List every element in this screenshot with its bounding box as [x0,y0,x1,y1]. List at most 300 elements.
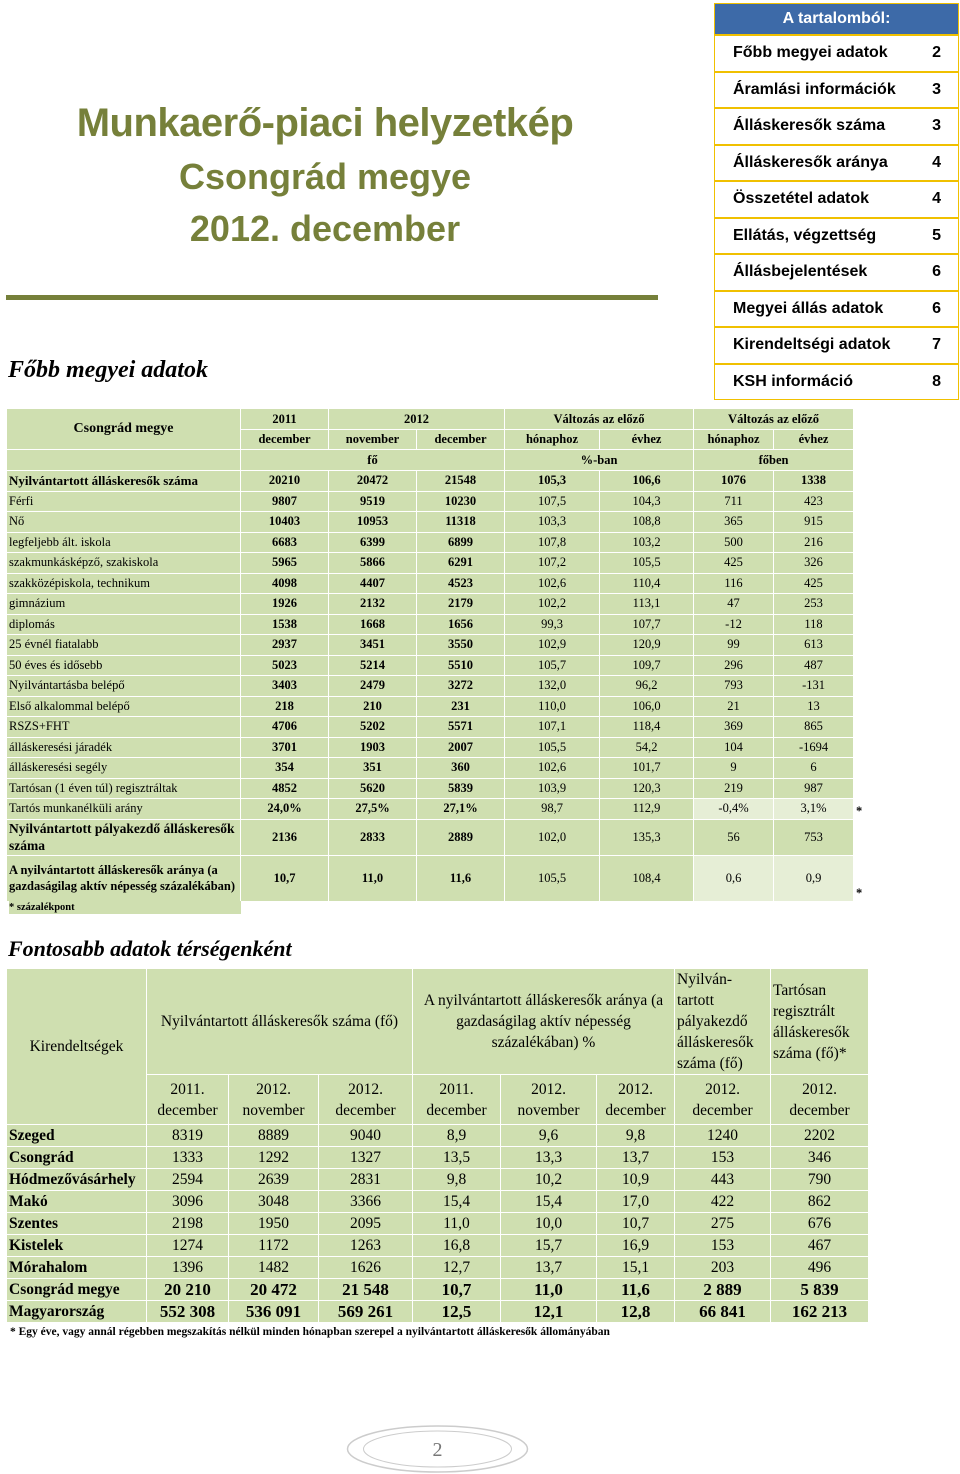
cell: 10,7 [241,855,329,901]
cell: 1538 [241,614,329,635]
row-label: Első alkalommal belépő [7,696,241,717]
column-header: 2012. november [229,1075,319,1125]
cell: 66 841 [675,1301,771,1323]
row-label: szakközépiskola, technikum [7,573,241,594]
cell: 2095 [319,1213,413,1235]
toc-item-label: KSH információ [733,372,854,390]
cell: 15,4 [501,1191,597,1213]
toc-item-label: Állásbejelentések [733,263,868,280]
table-row [7,635,864,656]
cell: -131 [774,676,854,697]
cell: 0,9 [774,855,854,901]
row-label: Csongrád megye [7,1279,147,1301]
column-header: 2012. december [771,1075,869,1125]
cell: 500 [694,532,774,553]
change-pct-header: Változás az előző [505,409,694,430]
group-header-longterm: Tartósan regisztrált álláskeresők száma (fő)* [771,969,869,1075]
table-row [7,778,864,799]
change-abs-header: Változás az előző [694,409,854,430]
toc-item-label: Összetétel adatok [733,190,870,207]
row-label: Makó [7,1191,147,1213]
cell: 102,6 [505,573,600,594]
toc-item[interactable] [715,363,958,400]
cell: 3096 [147,1191,229,1213]
cell: 101,7 [600,758,694,779]
cell: 351 [329,758,417,779]
toc-item[interactable] [715,253,958,290]
cell: 862 [771,1191,869,1213]
toc-item[interactable] [715,144,958,181]
cell: 56 [694,819,774,855]
col-dec-2012: december [417,430,505,450]
cell: 369 [694,717,774,738]
col-dec-2011: december [241,430,329,450]
cell: 110,0 [505,696,600,717]
cell: 12,7 [413,1257,501,1279]
cell: 1327 [319,1147,413,1169]
row-label: Nyilvántartott álláskeresők száma [7,471,241,492]
toc-item-page: 8 [932,372,941,390]
cell: 3550 [417,635,505,656]
table-footnote: * százalékpont [9,901,241,914]
cell: 107,8 [505,532,600,553]
cell: 5510 [417,655,505,676]
cell: 253 [774,594,854,615]
cell: 107,5 [505,491,600,512]
cell: 552 308 [147,1301,229,1323]
cell: 10403 [241,512,329,533]
cell: 354 [241,758,329,779]
toc-item-label: Megyei állás adatok [733,299,884,317]
cell: 9807 [241,491,329,512]
toc-item-label: Álláskeresők aránya [733,153,888,171]
cell: 105,5 [505,737,600,758]
toc-item-page: 3 [932,117,941,134]
row-label: Szentes [7,1213,147,1235]
cell: 107,1 [505,717,600,738]
cell: 10,7 [413,1279,501,1301]
cell: 4407 [329,573,417,594]
cell: 153 [675,1235,771,1257]
toc-item-label: Álláskeresők száma [733,117,886,134]
cell: 10,7 [597,1213,675,1235]
cell: 109,7 [600,655,694,676]
table-row [7,717,864,738]
cell: 113,1 [600,594,694,615]
cell: 2202 [771,1125,869,1147]
cell: 21 548 [319,1279,413,1301]
cell: 1926 [241,594,329,615]
cell: 360 [417,758,505,779]
cell: 162 213 [771,1301,869,1323]
cell: 3048 [229,1191,319,1213]
footnote-marker [854,696,864,717]
col-year-abs: évhez [774,430,854,450]
cell: -0,4% [694,799,774,820]
footnote-marker [854,635,864,656]
footnote-marker [854,614,864,635]
row-label: Kistelek [7,1235,147,1257]
cell: 102,2 [505,594,600,615]
column-header: 2011. december [413,1075,501,1125]
cell: 135,3 [600,819,694,855]
table-footnote: * Egy éve, vagy annál régebben megszakítás nélkül minden hónapban szerepel a nyilvántartott álláskeresők állományában [10,1326,610,1338]
toc-item[interactable] [715,217,958,254]
cell: 2007 [417,737,505,758]
row-label-career-starters: Nyilvántartott pályakezdő álláskeresők száma [7,819,241,855]
cell: 1263 [319,1235,413,1257]
table-row [7,1125,869,1147]
toc-item[interactable] [715,71,958,108]
cell: 2831 [319,1169,413,1191]
page-title: Munkaerő-piaci helyzetkép [76,101,574,145]
group-header-ratio: A nyilvántartott álláskeresők aránya (a gazdaságilag aktív népesség százalékában) % [413,969,675,1075]
column-header: 2012. december [319,1075,413,1125]
cell: 16,8 [413,1235,501,1257]
period-title: 2012. december [189,208,461,249]
toc-item[interactable] [715,180,958,217]
cell: 8889 [229,1125,319,1147]
cell: 2889 [417,819,505,855]
cell: 569 261 [319,1301,413,1323]
unit-persons: fő [241,450,505,471]
cell: 6399 [329,532,417,553]
toc-item-page: 6 [932,263,941,280]
cell: 423 [774,491,854,512]
cell: 790 [771,1169,869,1191]
cell: 5202 [329,717,417,738]
cell: 1338 [774,471,854,492]
footnote-marker [854,491,864,512]
cell: 4852 [241,778,329,799]
toc-heading: A tartalomból: [715,4,958,34]
cell: 3366 [319,1191,413,1213]
cell: 5839 [417,778,505,799]
cell: 9519 [329,491,417,512]
cell: 3272 [417,676,505,697]
cell: 12,5 [413,1301,501,1323]
cell: 536 091 [229,1301,319,1323]
cell: 27,1% [417,799,505,820]
cell: 676 [771,1213,869,1235]
cell: 107,2 [505,553,600,574]
table-row [7,1301,869,1323]
cell: 3,1% [774,799,854,820]
title-block [10,95,640,255]
cell: 0,6 [694,855,774,901]
table-row [7,573,864,594]
toc-item[interactable] [715,34,958,71]
footnote-marker: * [854,799,864,820]
cell: 15,4 [413,1191,501,1213]
row-label: Tartósan (1 éven túl) regisztráltak [7,778,241,799]
cell: 2639 [229,1169,319,1191]
col-nov-2012: november [329,430,417,450]
cell: 11,6 [597,1279,675,1301]
table-row [7,1213,869,1235]
footnote-marker [854,758,864,779]
group-header-career: Nyilván-tartott pályakezdő álláskeresők száma (fő) [675,969,771,1075]
cell: 21548 [417,471,505,492]
section-heading-main-county-data: Főbb megyei adatok [8,357,208,383]
cell: 3451 [329,635,417,656]
cell: 210 [329,696,417,717]
cell: 104 [694,737,774,758]
table-of-contents [714,3,959,400]
row-label: Csongrád [7,1147,147,1169]
row-label: Mórahalom [7,1257,147,1279]
cell: 4098 [241,573,329,594]
regional-data-table [6,968,869,1323]
cell: 108,4 [600,855,694,901]
row-label: Szeged [7,1125,147,1147]
footnote-marker [854,655,864,676]
year-2011-header: 2011 [241,409,329,430]
cell: 443 [675,1169,771,1191]
toc-item-page: 5 [932,226,941,244]
page-number-badge [345,1424,530,1474]
cell: 4706 [241,717,329,738]
cell: 17,0 [597,1191,675,1213]
row-label: gimnázium [7,594,241,615]
cell: 6291 [417,553,505,574]
cell: 2132 [329,594,417,615]
toc-item[interactable] [715,290,958,327]
cell: 326 [774,553,854,574]
cell: 98,7 [505,799,600,820]
cell: 11,0 [329,855,417,901]
toc-item-label: Főbb megyei adatok [733,44,888,61]
cell: 216 [774,532,854,553]
cell: 496 [771,1257,869,1279]
cell: 2136 [241,819,329,855]
unit-percent: %-ban [505,450,694,471]
cell: 1274 [147,1235,229,1257]
toc-item-page: 3 [932,80,941,98]
cell: 753 [774,819,854,855]
cell: 1076 [694,471,774,492]
cell: 15,1 [597,1257,675,1279]
cell: 12,8 [597,1301,675,1323]
table-row [7,553,864,574]
cell: 9 [694,758,774,779]
unit-persons-abs: főben [694,450,854,471]
cell: 711 [694,491,774,512]
col-year-pct: évhez [600,430,694,450]
col-month-abs: hónaphoz [694,430,774,450]
cell: 425 [694,553,774,574]
cell: 613 [774,635,854,656]
cell: 118,4 [600,717,694,738]
cell: 1396 [147,1257,229,1279]
row-label: Nyilvántartásba belépő [7,676,241,697]
region-title: Csongrád megye [178,156,472,197]
cell: 9040 [319,1125,413,1147]
cell: 219 [694,778,774,799]
cell: 107,7 [600,614,694,635]
table-row [7,1169,869,1191]
cell: 9,8 [597,1125,675,1147]
cell: 5 839 [771,1279,869,1301]
cell: 105,5 [600,553,694,574]
page-number: 2 [432,1439,443,1461]
table-row [7,491,864,512]
cell: 20210 [241,471,329,492]
toc-item[interactable] [715,326,958,363]
toc-item-page: 6 [932,299,941,317]
cell: 20 210 [147,1279,229,1301]
column-header: 2012. december [675,1075,771,1125]
cell: 103,2 [600,532,694,553]
cell: 106,6 [600,471,694,492]
cell: 13,7 [501,1257,597,1279]
cell: 103,3 [505,512,600,533]
cell: 153 [675,1147,771,1169]
cell: 5571 [417,717,505,738]
toc-item-page: 2 [932,44,941,61]
cell: 105,5 [505,855,600,901]
cell: 24,0% [241,799,329,820]
cell: 1482 [229,1257,319,1279]
row-label: szakmunkásképző, szakiskola [7,553,241,574]
toc-item-page: 7 [932,336,941,353]
column-header: 2012. december [597,1075,675,1125]
cell: 103,9 [505,778,600,799]
toc-item-page: 4 [932,153,941,171]
toc-item-label: Áramlási információk [733,80,896,98]
cell: 13,7 [597,1147,675,1169]
cell: 16,9 [597,1235,675,1257]
cell: 11,6 [417,855,505,901]
cell: 10,9 [597,1169,675,1191]
cell: 275 [675,1213,771,1235]
table-row [7,594,864,615]
cell: 2 889 [675,1279,771,1301]
cell: 110,4 [600,573,694,594]
footnote-marker [854,717,864,738]
footnote-marker [854,573,864,594]
cell: 296 [694,655,774,676]
cell: 231 [417,696,505,717]
cell: 5023 [241,655,329,676]
cell: 99,3 [505,614,600,635]
row-label: álláskeresési segély [7,758,241,779]
table-row [7,655,864,676]
table-row [7,758,864,779]
col-month-pct: hónaphoz [505,430,600,450]
table-row [7,471,864,492]
toc-item-label: Ellátás, végzettség [733,226,877,244]
cell: 105,7 [505,655,600,676]
cell: 5620 [329,778,417,799]
cell: 5214 [329,655,417,676]
cell: 2479 [329,676,417,697]
cell: 6683 [241,532,329,553]
table-row [7,1191,869,1213]
cell: 1668 [329,614,417,635]
cell: 102,0 [505,819,600,855]
cell: 1172 [229,1235,319,1257]
cell: 27,5% [329,799,417,820]
table-row [7,1257,869,1279]
cell: 3403 [241,676,329,697]
cell: 6899 [417,532,505,553]
cell: 467 [771,1235,869,1257]
cell: 4523 [417,573,505,594]
section-heading-regional-data: Fontosabb adatok térségenként [8,936,292,961]
table-row [7,532,864,553]
toc-item[interactable] [715,107,958,144]
cell: 15,7 [501,1235,597,1257]
footnote-marker [854,737,864,758]
cell: 120,3 [600,778,694,799]
column-header: 2011. december [147,1075,229,1125]
cell: 99 [694,635,774,656]
footnote-marker: * [854,855,864,901]
cell: 120,9 [600,635,694,656]
footnote-marker [854,553,864,574]
table-row [7,696,864,717]
footnote-marker [854,532,864,553]
cell: 5965 [241,553,329,574]
cell: -12 [694,614,774,635]
cell: 346 [771,1147,869,1169]
footnote-marker [854,471,864,492]
row-label: 25 évnél fiatalabb [7,635,241,656]
cell: 116 [694,573,774,594]
cell: 10953 [329,512,417,533]
row-label: Tartós munkanélküli arány [7,799,241,820]
cell: 12,1 [501,1301,597,1323]
cell: 793 [694,676,774,697]
table-row [7,799,864,820]
table-row [7,676,864,697]
toc-item-page: 4 [932,190,941,207]
column-header: 2012. november [501,1075,597,1125]
county-data-table [6,408,864,902]
cell: 21 [694,696,774,717]
row-label: 50 éves és idősebb [7,655,241,676]
cell: 6 [774,758,854,779]
cell: 1333 [147,1147,229,1169]
year-2012-header: 2012 [329,409,505,430]
cell: 3701 [241,737,329,758]
cell: 987 [774,778,854,799]
cell: 108,8 [600,512,694,533]
cell: 106,0 [600,696,694,717]
row-label: diplomás [7,614,241,635]
cell: 1240 [675,1125,771,1147]
cell: 915 [774,512,854,533]
table-corner: Kirendeltségek [7,969,147,1125]
cell: 13 [774,696,854,717]
cell: 203 [675,1257,771,1279]
table-row [7,1147,869,1169]
table-row [7,1279,869,1301]
cell: 13,5 [413,1147,501,1169]
cell: 20472 [329,471,417,492]
cell: 2833 [329,819,417,855]
row-label: RSZS+FHT [7,717,241,738]
cell: 865 [774,717,854,738]
footnote-marker [854,778,864,799]
cell: 102,6 [505,758,600,779]
cell: 9,8 [413,1169,501,1191]
cell: 13,3 [501,1147,597,1169]
cell: 2198 [147,1213,229,1235]
cell: 118 [774,614,854,635]
toc-item-label: Kirendeltségi adatok [733,336,891,353]
